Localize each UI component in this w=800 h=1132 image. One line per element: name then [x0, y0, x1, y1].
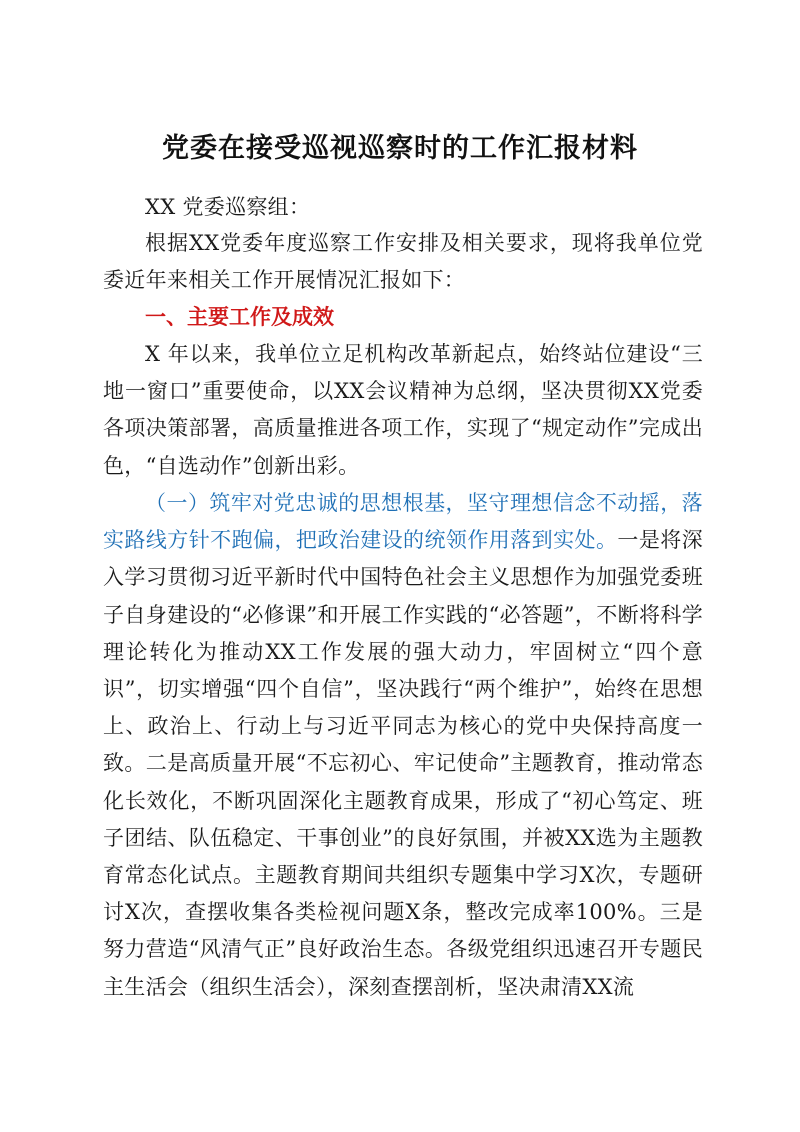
document-title: 党委在接受巡视巡察时的工作汇报材料 — [162, 133, 638, 164]
section-paragraph: X 年以来，我单位立足机构改革新起点，始终站位建设“三地一窗口”重要使命，以XX会议精神为总纲，坚决贯彻XX党委各项决策部署，高质量推进各项工作，实现了“规定动作”完成出色，“自选动作”创新出彩。 — [103, 342, 703, 478]
subsection-paragraph — [103, 485, 703, 1006]
salutation: XX 党委巡察组： — [145, 195, 311, 219]
intro-paragraph: 根据XX党委年度巡察工作安排及相关要求，现将我单位党委近年来相关工作开展情况汇报如下： — [103, 231, 703, 293]
section-heading-main-work: 一、主要工作及成效 — [145, 305, 334, 329]
subsection-heading: （一）筑牢对党忠诚的思想根基，坚守理想信念不动摇，落实路线方针不跑偏，把政治建设的统领作用落到实处。 — [103, 491, 703, 553]
subsection-body: 一是将深入学习贯彻习近平新时代中国特色社会主义思想作为加强党委班子自身建设的“必修课”和开展工作实践的“必答题”，不断将科学理论转化为推动XX工作发展的强大动力，牢固树立“四个意识”，切实增强“四个自信”，坚决践行“两个维护”，始终在思想上、政治上、行动上与习近平同志为核心的党中央保持高度一致。二是高质量开展“不忘初心、牢记使命”主题教育，推动常态化长效化，不断巩固深化主题教育成果，形成了“初心笃定、班子团结、队伍稳定、干事创业”的良好氛围，并被XX选为主题教育常态化试点。主题教育期间共组织专题集中学习X次，专题研讨X次，查摆收集各类检视问题X条，整改完成率100%。三是努力营造“风清气正”良好政治生态。各级党组织迅速召开专题民主生活会（组织生活会），深刻查摆剖析，坚决肃清XX流 — [103, 528, 704, 999]
